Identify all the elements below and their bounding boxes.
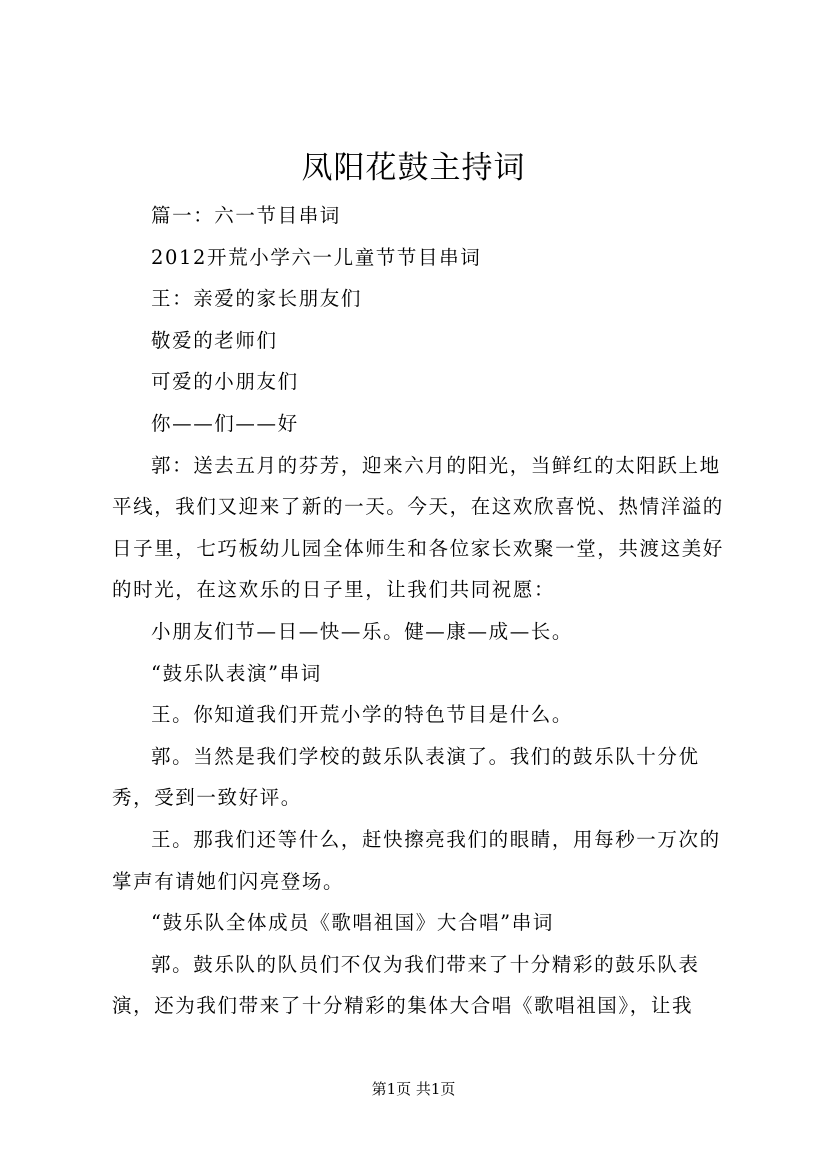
paragraph-greeting-parents: 王：亲爱的家长朋友们	[151, 287, 363, 311]
paragraph-dialogue-wang-1: 王。你知道我们开荒小学的特色节目是什么。	[151, 703, 574, 727]
paragraph-section-heading: 篇一：六一节目串词	[151, 204, 341, 227]
paragraph-dialogue-guo-2: 郭。鼓乐队的队员们不仅为我们带来了十分精彩的鼓乐队表演，还为我们带来了十分精彩的集体大合唱《歌唱祖国》，让我	[112, 952, 700, 1018]
paragraph-drum-band-heading: “鼓乐队表演”串词	[151, 661, 322, 685]
paragraph-subtitle: 2012开荒小学六一儿童节节目串词	[151, 245, 482, 269]
document-title: 凤阳花鼓主持词	[301, 150, 526, 186]
paragraph-hello: 你——们——好	[151, 411, 299, 435]
document-body	[112, 195, 724, 1027]
paragraph-greeting-children: 可爱的小朋友们	[151, 370, 299, 394]
paragraph-wishes: 小朋友们节—日—快—乐。健—康—成—长。	[151, 619, 574, 643]
paragraph-chorus-heading: “鼓乐队全体成员《歌唱祖国》大合唱”串词	[151, 911, 554, 935]
paragraph-dialogue-wang-2: 王。那我们还等什么，赶快擦亮我们的眼睛，用每秒一万次的掌声有请她们闪亮登场。	[112, 827, 721, 893]
page-footer: 第1页 共1页	[371, 1080, 456, 1098]
paragraph-greeting-teachers: 敬爱的老师们	[151, 328, 278, 352]
paragraph-dialogue-guo-1: 郭。当然是我们学校的鼓乐队表演了。我们的鼓乐队十分优秀，受到一致好评。	[112, 744, 700, 810]
paragraph-opening-speech: 郭：送去五月的芬芳，迎来六月的阳光，当鲜红的太阳跃上地平线，我们又迎来了新的一天。今天，在这欢欣喜悦、热情洋溢的日子里，七巧板幼儿园全体师生和各位家长欢聚一堂，共渡这美好的时光，在这欢乐的日子里，让我们共同祝愿：	[112, 453, 724, 602]
